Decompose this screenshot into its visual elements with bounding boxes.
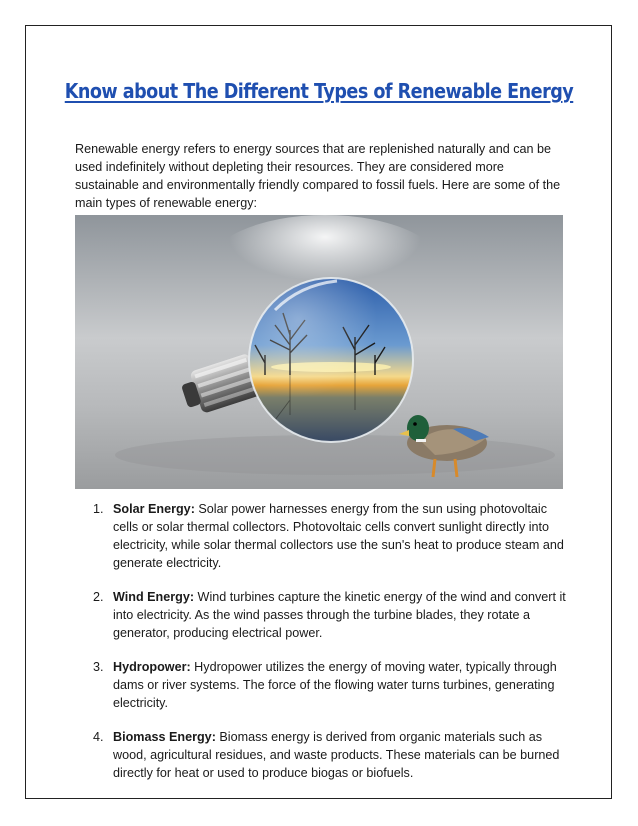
list-item-biomass — [93, 728, 573, 782]
list-term: Wind Energy: — [113, 590, 195, 604]
intro-paragraph: Renewable energy refers to energy sources that are replenished naturally and can be used indefinitely without depleting their resources. They are considered more sustainable and environmentally friendly compared to fossil fuels. Here are some of the main types of renewable energy: — [75, 142, 561, 210]
list-description: Wind turbines capture the kinetic energy of the wind and convert it into electricity. As the wind passes through the turbine blades, they rotate a generator, producing electrical power. — [113, 590, 566, 640]
list-item-wind — [93, 588, 573, 642]
list-description: Solar power harnesses energy from the sun using photovoltaic cells or solar thermal collectors. Photovoltaic cells convert sunlight directly into electricity, while solar thermal collectors use the sun's heat to produce steam and generate electricity. — [113, 502, 564, 570]
energy-types-list — [93, 500, 573, 798]
list-number: 3. — [93, 660, 104, 674]
list-number: 4. — [93, 730, 104, 744]
list-term: Biomass Energy: — [113, 730, 216, 744]
list-term: Solar Energy: — [113, 502, 195, 516]
lightbulb-landscape-photo — [75, 215, 563, 489]
list-description: Biomass energy is derived from organic materials such as wood, agricultural residues, and waste products. These materials can be burned directly for heat or used to produce biogas or biofuels. — [113, 730, 560, 780]
list-item-solar — [93, 500, 573, 572]
hero-image — [75, 215, 563, 489]
page-title: Know about The Different Types of Renewable Energy — [64, 79, 574, 103]
list-term: Hydropower: — [113, 660, 191, 674]
list-number: 2. — [93, 590, 104, 604]
list-number: 1. — [93, 502, 104, 516]
list-description: Hydropower utilizes the energy of moving water, typically through dams or river systems. The force of the flowing water turns turbines, generating electricity. — [113, 660, 557, 710]
list-item-hydropower — [93, 658, 573, 712]
